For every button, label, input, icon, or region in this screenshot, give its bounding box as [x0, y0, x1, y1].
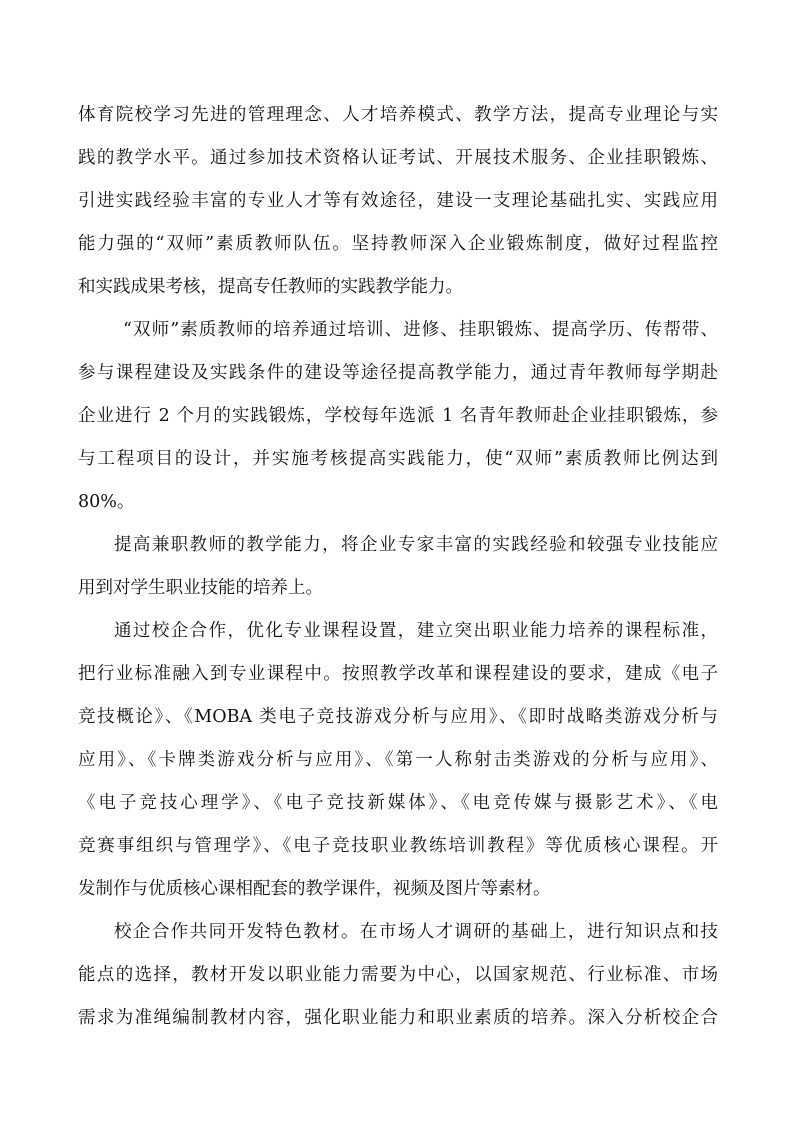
text-line: 通过校企合作，优化专业课程设置，建立突出职业能力培养的课程标准， [114, 621, 718, 641]
text-line: 引进实践经验丰富的专业人才等有效途径，建设一支理论基础扎实、实践应用 [78, 191, 718, 211]
text-line: 应用》、《卡牌类游戏分析与应用》、《第一人称射击类游戏的分析与应用》、 [78, 750, 718, 770]
text-line: 能力强的“双师”素质教师队伍。坚持教师深入企业锻炼制度，做好过程监控 [78, 234, 718, 254]
text-line: 与工程项目的设计，并实施考核提高实践能力，使“双师”素质教师比例达到 [78, 449, 718, 469]
text-line: 竞技概论》、《MOBA 类电子竞技游戏分析与应用》、《即时战略类游戏分析与 [78, 707, 718, 727]
text-line: 体育院校学习先进的管理理念、人才培养模式、教学方法，提高专业理论与实 [78, 105, 718, 125]
text-line: 践的教学水平。通过参加技术资格认证考试、开展技术服务、企业挂职锻炼、 [78, 148, 718, 168]
text-line: “双师”素质教师的培养通过培训、进修、挂职锻炼、提高学历、传帮带、 [123, 320, 718, 340]
text-line: 用到对学生职业技能的培养上。 [78, 578, 323, 598]
text-line: 能点的选择，教材开发以职业能力需要为中心，以国家规范、行业标准、市场 [78, 965, 718, 985]
text-line: 80%。 [78, 492, 135, 512]
text-line: 《电子竞技心理学》、《电子竞技新媒体》、《电竞传媒与摄影艺术》、《电 [78, 793, 718, 813]
text-line: 校企合作共同开发特色教材。在市场人才调研的基础上，进行知识点和技 [114, 922, 718, 942]
text-line: 和实践成果考核，提高专任教师的实践教学能力。 [78, 277, 463, 297]
text-line: 提高兼职教师的教学能力，将企业专家丰富的实践经验和较强专业技能应 [114, 535, 718, 555]
text-line: 企业进行 2 个月的实践锻炼，学校每年选派 1 名青年教师赴企业挂职锻炼，参 [78, 406, 718, 426]
text-line: 参与课程建设及实践条件的建设等途径提高教学能力，通过青年教师每学期赴 [78, 363, 718, 383]
text-line: 需求为准绳编制教材内容，强化职业能力和职业素质的培养。深入分析校企合 [78, 1008, 718, 1028]
text-line: 把行业标准融入到专业课程中。按照教学改革和课程建设的要求，建成《电子 [78, 664, 718, 684]
text-line: 发制作与优质核心课相配套的教学课件，视频及图片等素材。 [78, 879, 551, 899]
text-line: 竞赛事组织与管理学》、《电子竞技职业教练培训教程》等优质核心课程。开 [78, 836, 718, 856]
